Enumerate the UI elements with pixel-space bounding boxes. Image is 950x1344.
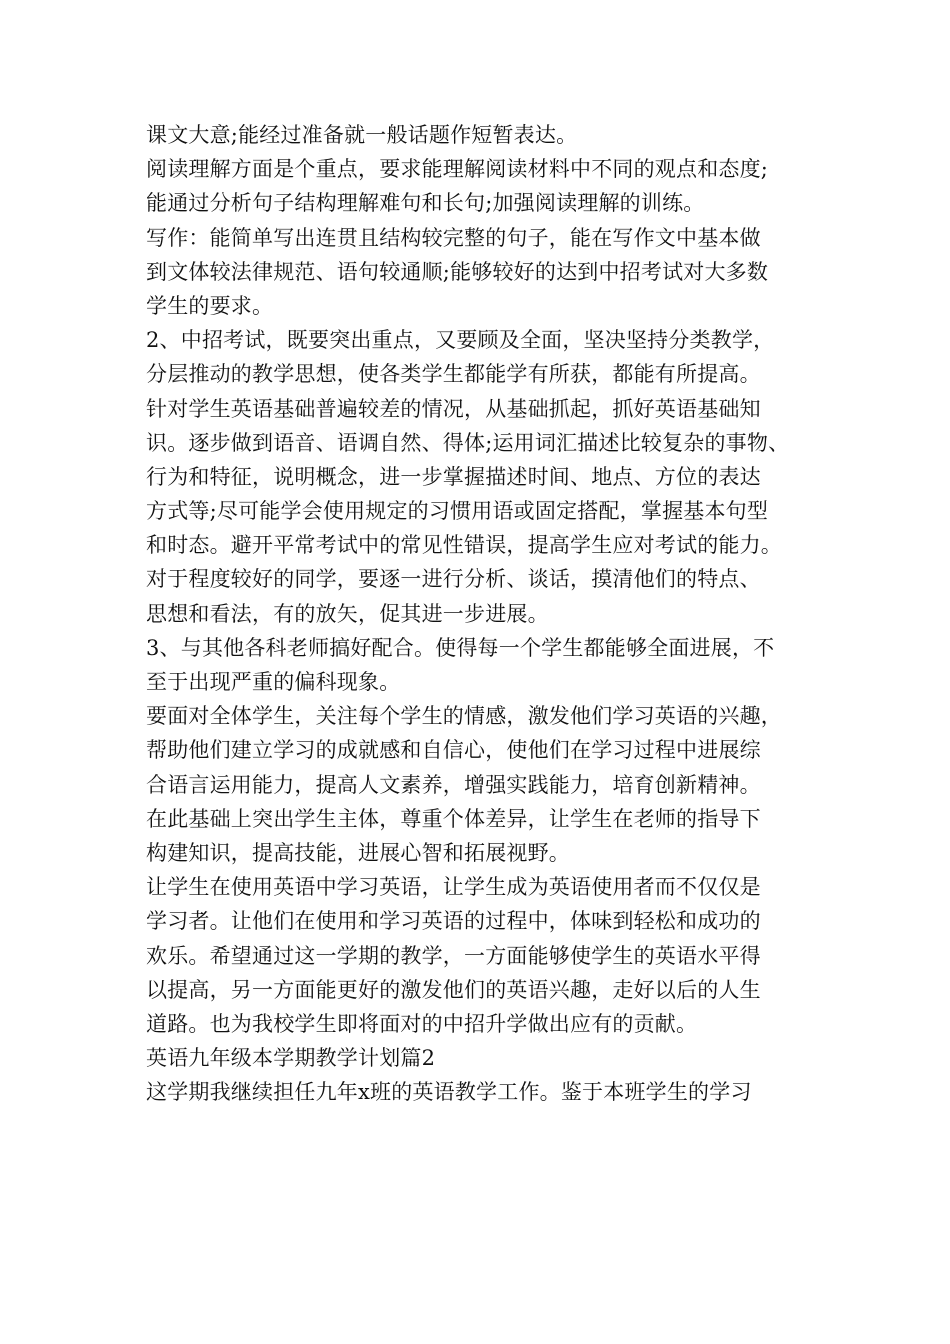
text-line: 道路。也为我校学生即将面对的中招升学做出应有的贡献。 bbox=[146, 1011, 698, 1036]
text-line: 至于出现严重的偏科现象。 bbox=[146, 670, 401, 694]
text-line: 分层推动的教学思想，使各类学生都能学有所获，都能有所提高。 bbox=[146, 362, 761, 387]
text-line: 思想和看法，有的放矢，促其进一步进展。 bbox=[146, 601, 549, 626]
text-line: 学习者。让他们在使用和学习英语的过程中，体味到轻松和成功的 bbox=[146, 909, 761, 934]
text-line: 识。逐步做到语音、语调自然、得体;运用词汇描述比较复杂的事物、 bbox=[146, 430, 790, 455]
text-line: 能通过分析句子结构理解难句和长句;加强阅读理解的训练。 bbox=[146, 191, 705, 216]
text-line: 要面对全体学生，关注每个学生的情感，激发他们学习英语的兴趣， bbox=[146, 704, 782, 729]
text-line: 以提高，另一方面能更好的激发他们的英语兴趣，走好以后的人生 bbox=[146, 977, 761, 1002]
text-line: 针对学生英语基础普遍较差的情况，从基础抓起，抓好英语基础知 bbox=[146, 396, 761, 421]
text-line: 构建知识，提高技能，进展心智和拓展视野。 bbox=[146, 840, 570, 865]
text-line: 3、与其他各科老师搞好配合。使得每一个学生都能够全面进展，不 bbox=[146, 635, 775, 660]
text-line: 合语言运用能力，提高人文素养，增强实践能力，培育创新精神。 bbox=[146, 772, 761, 797]
text-line: 阅读理解方面是个重点，要求能理解阅读材料中不同的观点和态度; bbox=[146, 157, 769, 182]
text-line: 方式等;尽可能学会使用规定的习惯用语或固定搭配，掌握基本句型 bbox=[146, 499, 769, 524]
section-heading: 英语九年级本学期教学计划篇2 bbox=[146, 1046, 436, 1071]
text-line: 欢乐。希望通过这一学期的教学，一方面能够使学生的英语水平得 bbox=[146, 943, 761, 968]
text-line: 让学生在使用英语中学习英语，让学生成为英语使用者而不仅仅是 bbox=[146, 875, 761, 900]
text-line: 帮助他们建立学习的成就感和自信心，使他们在学习过程中进展综 bbox=[146, 738, 761, 763]
text-line: 写作：能简单写出连贯且结构较完整的句子，能在写作文中基本做 bbox=[146, 225, 761, 250]
text-line: 对于程度较好的同学，要逐一进行分析、谈话，摸清他们的特点、 bbox=[146, 567, 761, 592]
text-line: 和时态。避开平常考试中的常见性错误，提高学生应对考试的能力。 bbox=[146, 533, 782, 558]
text-line: 行为和特征，说明概念，进一步掌握描述时间、地点、方位的表达 bbox=[146, 464, 761, 489]
text-line: 到文体较法律规范、语句较通顺;能够较好的达到中招考试对大多数 bbox=[146, 259, 769, 284]
text-line: 2、中招考试，既要突出重点，又要顾及全面，坚决坚持分类教学， bbox=[146, 328, 775, 353]
text-line: 学生的要求。 bbox=[146, 293, 274, 318]
document-body bbox=[146, 118, 826, 1109]
text-line: 这学期我继续担任九年x班的英语教学工作。鉴于本班学生的学习 bbox=[146, 1080, 752, 1105]
text-line: 在此基础上突出学生主体，尊重个体差异，让学生在老师的指导下 bbox=[146, 806, 761, 831]
text-line: 课文大意;能经过准备就一般话题作短暂表达。 bbox=[146, 123, 578, 147]
